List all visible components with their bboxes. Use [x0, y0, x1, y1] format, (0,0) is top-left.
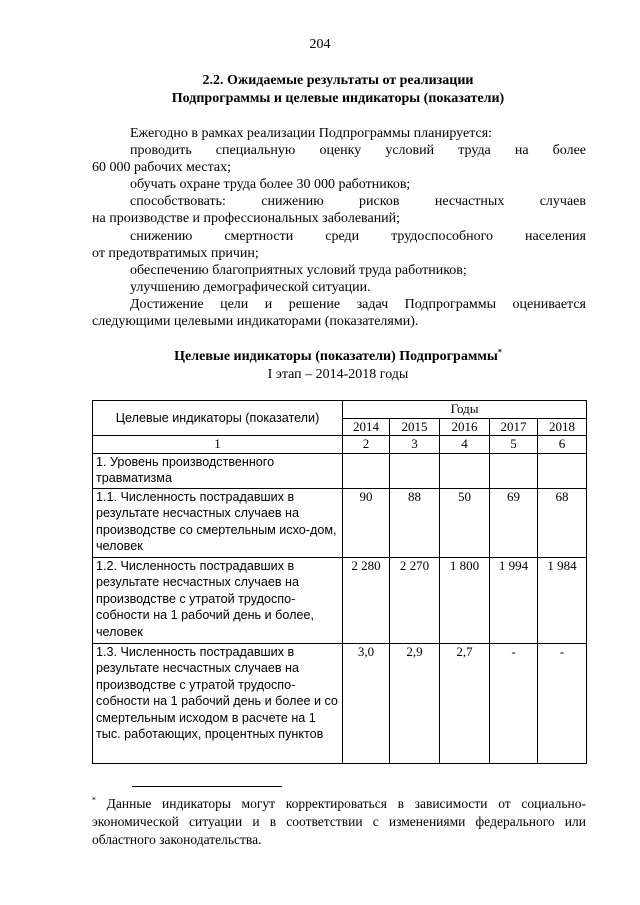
- table-title-footnote-mark: *: [497, 347, 502, 357]
- table-row: [93, 643, 587, 763]
- section-label: 1. Уровень производственного травматизма: [93, 453, 343, 488]
- value-cell: -: [538, 643, 587, 763]
- table-row: [93, 557, 587, 643]
- col-number-1: 1: [93, 436, 343, 454]
- value-cell: 50: [440, 488, 490, 557]
- row-label: 1.2. Численность пострадавших в результате несчастных случаев на производстве с утратой трудоспо-собности на 1 рабочий день и более, человек: [93, 557, 343, 643]
- header-year-2018: 2018: [538, 418, 587, 436]
- section-heading-line1: 2.2. Ожидаемые результаты от реализации: [202, 73, 474, 88]
- value-cell: 69: [490, 488, 538, 557]
- item1-line2: 60 000 рабочих местах;: [92, 160, 232, 175]
- value-cell: 68: [538, 488, 587, 557]
- value-cell: 2 270: [390, 557, 440, 643]
- value-cell: 2,7: [440, 643, 490, 763]
- table-title-text: Целевые индикаторы (показатели) Подпрограммы: [174, 349, 498, 364]
- header-indicators: Целевые индикаторы (показатели): [93, 401, 343, 436]
- footnote-divider: [132, 786, 282, 787]
- intro-paragraph: Ежегодно в рамках реализации Подпрограммы планируется:: [130, 126, 493, 141]
- value-cell: 1 984: [538, 557, 587, 643]
- header-years: Годы: [343, 401, 587, 419]
- item4-line2: от предотвратимых причин;: [92, 246, 259, 261]
- row-label: 1.1. Численность пострадавших в результате несчастных случаев на производстве со смертельным исхо-дом, человек: [93, 488, 343, 557]
- header-year-2015: 2015: [390, 418, 440, 436]
- item4-line1: снижению смертности среди трудоспособного населения: [130, 229, 586, 244]
- empty-cell: [538, 453, 587, 488]
- value-cell: 2 280: [343, 557, 390, 643]
- item2: обучать охране труда более 30 000 работников;: [130, 177, 411, 192]
- value-cell: -: [490, 643, 538, 763]
- page-number: 204: [309, 37, 331, 52]
- item5: обеспечению благоприятных условий труда работников;: [130, 263, 467, 278]
- col-number-3: 3: [390, 436, 440, 454]
- value-cell: 88: [390, 488, 440, 557]
- table-title: [90, 349, 586, 365]
- empty-cell: [343, 453, 390, 488]
- table-row: [93, 488, 587, 557]
- col-number-2: 2: [343, 436, 390, 454]
- conclusion-line1: Достижение цели и решение задач Подпрограммы оценивается: [130, 297, 586, 312]
- value-cell: 3,0: [343, 643, 390, 763]
- header-year-2014: 2014: [343, 418, 390, 436]
- item6: улучшению демографической ситуации.: [130, 280, 371, 295]
- value-cell: 90: [343, 488, 390, 557]
- indicators-table: [92, 400, 587, 764]
- section-heading-line2: Подпрограммы и целевые индикаторы (показатели): [171, 91, 505, 106]
- footnote-mark: *: [92, 795, 96, 805]
- table-subtitle: I этап – 2014-2018 годы: [267, 367, 409, 382]
- empty-cell: [490, 453, 538, 488]
- header-year-2017: 2017: [490, 418, 538, 436]
- empty-cell: [390, 453, 440, 488]
- value-cell: 1 800: [440, 557, 490, 643]
- header-year-2016: 2016: [440, 418, 490, 436]
- footnote-text: Данные индикаторы могут корректироваться в зависимости от социально-экономической ситуации и в соответствии с изменениями федерального или областного законодательства.: [92, 796, 586, 847]
- item3-line1: способствовать: снижению рисков несчастных случаев: [130, 194, 586, 209]
- row-label: 1.3. Численность пострадавших в результате несчастных случаев на производстве с утратой трудоспо-собности на 1 рабочий день и более и со смертельным исходом в расчете на 1 тыс. работающих, процентных пунктов: [93, 643, 343, 763]
- footnote: [92, 795, 586, 849]
- col-number-4: 4: [440, 436, 490, 454]
- empty-cell: [440, 453, 490, 488]
- item3-line2: на производстве и профессиональных заболеваний;: [92, 211, 401, 226]
- col-number-5: 5: [490, 436, 538, 454]
- conclusion-line2: следующими целевыми индикаторами (показателями).: [92, 314, 419, 329]
- value-cell: 1 994: [490, 557, 538, 643]
- item1-line1: проводить специальную оценку условий труда на более: [130, 143, 586, 158]
- col-number-6: 6: [538, 436, 587, 454]
- value-cell: 2,9: [390, 643, 440, 763]
